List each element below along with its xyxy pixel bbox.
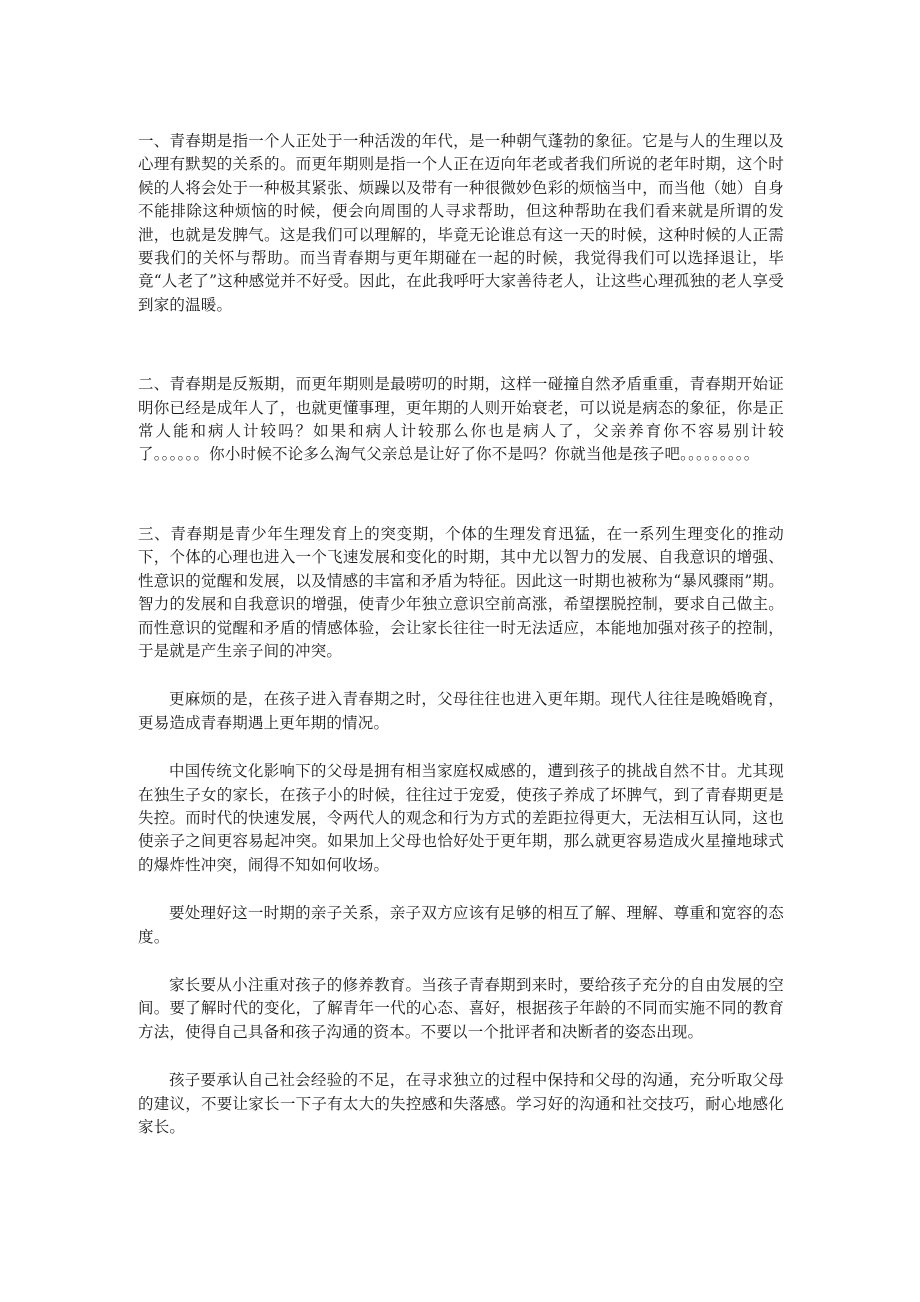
paragraph-five: 中国传统文化影响下的父母是拥有相当家庭权威感的，遭到孩子的挑战自然不甘。尤其现在独生子女的家长，在孩子小的时候，往往过于宠爱，使孩子养成了坏脾气，到了青春期更是失控。而时代的快速发展，令两代人的观念和行为方式的差距拉得更大，无法相互认同，这也使亲子之间更容易起冲突。如果加上父母也恰好处于更年期，那么就更容易造成火星撞地球式的爆炸性冲突，闹得不知如何收场。 [138, 762, 784, 874]
document-body [138, 130, 784, 1139]
paragraph-seven: 家长要从小注重对孩子的修养教育。当孩子青春期到来时，要给孩子充分的自由发展的空间。要了解时代的变化，了解青年一代的心态、喜好，根据孩子年龄的不同而实施不同的教育方法，使得自己具备和孩子沟通的资本。不要以一个批评者和决断者的姿态出现。 [138, 975, 784, 1041]
paragraph-eight: 孩子要承认自己社会经验的不足，在寻求独立的过程中保持和父母的沟通，充分听取父母的建议，不要让家长一下子有太大的失控感和失落感。学习好的沟通和社交技巧，耐心地感化家长。 [138, 1071, 784, 1136]
paragraph-four: 更麻烦的是，在孩子进入青春期之时，父母往往也进入更年期。现代人往往是晚婚晚育，更易造成青春期遇上更年期的情况。 [138, 690, 784, 732]
paragraph-one: 一、青春期是指一个人正处于一种活泼的年代，是一种朝气蓬勃的象征。它是与人的生理以及心理有默契的关系的。而更年期则是指一个人正在迈向年老或者我们所说的老年时期，这个时候的人将会处于一种极其紧张、烦躁以及带有一种很微妙色彩的烦恼当中，而当他（她）自身不能排除这种烦恼的时候，便会向周围的人寻求帮助，但这种帮助在我们看来就是所谓的发泄，也就是发脾气。这是我们可以理解的，毕竟无论谁总有这一天的时候，这种时候的人正需要我们的关怀与帮助。而当青春期与更年期碰在一起的时候，我觉得我们可以选择退让，毕竟“人老了”这种感觉并不好受。因此，在此我呼吁大家善待老人，让这些心理孤独的老人享受到家的温暖。 [138, 132, 784, 314]
paragraph-three: 三、青春期是青少年生理发育上的突变期，个体的生理发育迅猛，在一系列生理变化的推动下，个体的心理也进入一个飞速发展和变化的时期，其中尤以智力的发展、自我意识的增强、性意识的觉醒和发展，以及情感的丰富和矛盾为特征。因此这一时期也被称为“暴风骤雨”期。智力的发展和自我意识的增强，使青少年独立意识空前高涨，希望摆脱控制，要求自己做主。而性意识的觉醒和矛盾的情感体验，会让家长往往一时无法适应，本能地加强对孩子的控制，于是就是产生亲子间的冲突。 [138, 524, 784, 660]
paragraph-six: 要处理好这一时期的亲子关系，亲子双方应该有足够的相互了解、理解、尊重和宽容的态度。 [138, 904, 784, 946]
paragraph-two: 二、青春期是反叛期，而更年期则是最唠叨的时期，这样一碰撞自然矛盾重重，青春期开始证明你已经是成年人了，也就更懂事理，更年期的人则开始衰老，可以说是病态的象征，你是正常人能和病人计较吗？如果和病人计较那么你也是病人了，父亲养育你不容易别计较了。。。。。。你小时候不论多么淘气父亲总是让好了你不是吗？你就当他是孩子吧。。。。。。。。。 [138, 375, 784, 464]
